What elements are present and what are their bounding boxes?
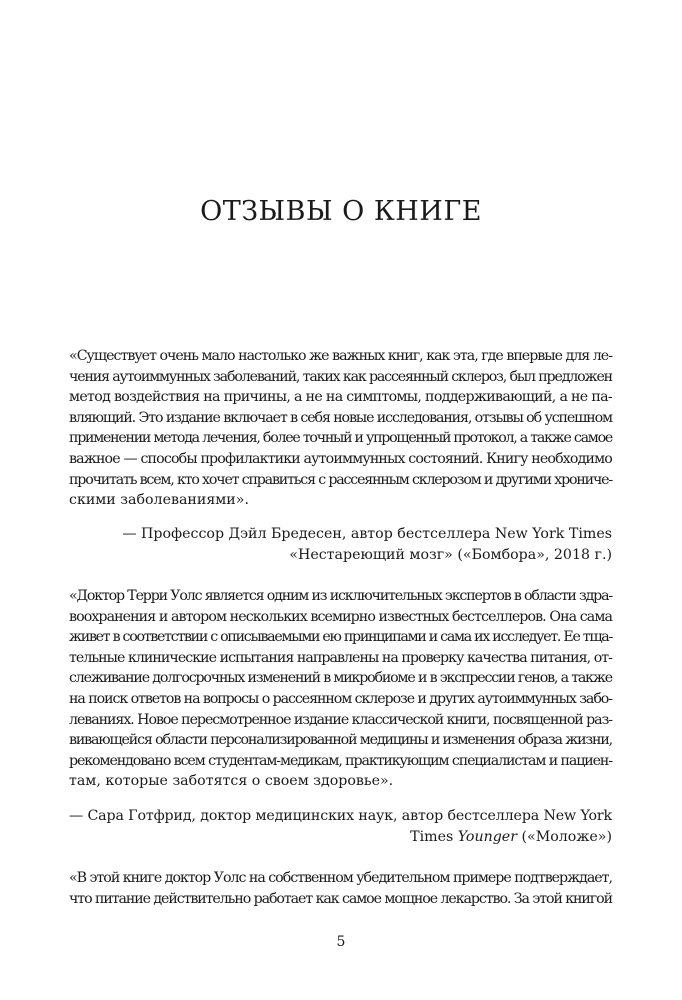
attribution-line: «Нестареющий мозг» («Бомбора», 2018 г.) — [289, 546, 612, 563]
attribution-suffix: («Моложе») — [516, 828, 612, 845]
review-line: скими заболеваниями». — [69, 492, 249, 509]
review-line: рекомендовано всем студентам-медикам, практикующим специалистам и пациен- — [69, 752, 612, 769]
page-title: ОТЗЫВЫ О КНИГЕ — [200, 196, 482, 228]
page-number: 5 — [336, 934, 346, 950]
attribution-line: — Профессор Дэйл Бредесен, автор бестселлера New York Times — [122, 526, 612, 542]
review-line: воохранения и автором нескольких всемирно известных бестселлеров. Она сама — [69, 608, 612, 625]
review-line: что питание действительно работает как самое мощное лекарство. За этой книгой — [69, 890, 612, 907]
review-line: тельные клинические испытания направлены на проверку качества питания, от- — [69, 649, 612, 666]
review-line: применении метода лечения, более точный и упрощенный протокол, а также самое — [69, 430, 612, 447]
review-line: живет в соответствии с описываемыми ею принципами и сама их исследует. Ее тща- — [69, 629, 612, 646]
book-title-italic: Younger — [457, 828, 517, 845]
review-2-attribution — [69, 806, 612, 847]
review-line: «Доктор Терри Уолс является одним из исключительных экспертов в области здра- — [69, 588, 612, 604]
review-line: важное — способы профилактики аутоиммунных состояний. Книгу необходимо — [69, 450, 612, 467]
review-line: прочитать всем, кто хочет справиться с рассеянным склерозом и другими хрониче- — [69, 471, 613, 488]
attribution-prefix: Times — [410, 828, 458, 845]
review-line: вляющий. Это издание включает в себя новые исследования, отзывы об успешном — [69, 409, 612, 426]
review-line: «В этой книге доктор Уолс на собственном убедительном примере подтверждает, — [69, 870, 612, 886]
review-3-text — [69, 868, 612, 909]
review-2-text — [69, 586, 612, 792]
review-line: леваниях. Новое пересмотренное издание классической книги, посвященной раз- — [69, 711, 612, 728]
attribution-line — [69, 827, 612, 848]
review-line: чения аутоиммунных заболеваний, таких как рассеянный склероз, был предложен — [69, 368, 612, 385]
review-1-attribution — [69, 524, 612, 565]
review-line: на поиск ответов на вопросы о рассеянном склерозе и других аутоиммунных забо- — [69, 690, 612, 707]
review-line: слеживание долгосрочных изменений в микробиоме и в экспрессии генов, а также — [69, 670, 612, 687]
attribution-line: — Сара Готфрид, доктор медицинских наук, автор бестселлера New York — [69, 808, 612, 824]
review-line: там, которые заботятся о своем здоровье». — [69, 773, 394, 790]
review-line: метод воздействия на причины, а не на симптомы, поддерживающий, а не па- — [69, 389, 612, 406]
review-1-text — [69, 346, 612, 511]
review-line: вивающейся области персонализированной медицины и изменения образа жизни, — [69, 732, 612, 749]
review-line: «Существует очень мало настолько же важных книг, как эта, где впервые для ле- — [69, 348, 612, 364]
